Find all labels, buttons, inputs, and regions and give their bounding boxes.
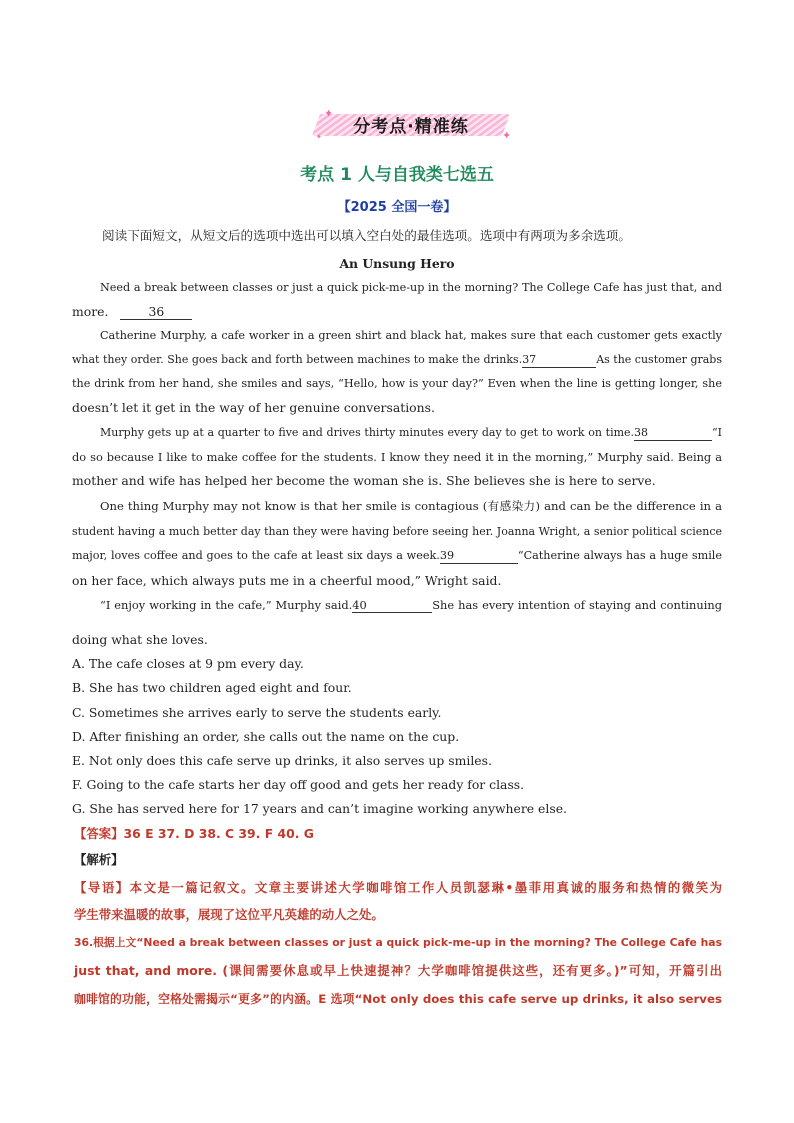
- passage-title: An Unsung Hero: [339, 256, 455, 271]
- passage-line: do so because I like to make coffee for the students. I know they need it in the morning,” Murphy said. Being a: [72, 450, 722, 464]
- passage-text: “Catherine always has a huge smile: [517, 549, 723, 562]
- option-item: E. Not only does this cafe serve up drinks, it also serves up smiles.: [72, 753, 492, 768]
- passage-text: She has every intention of staying and continuing: [432, 598, 722, 612]
- instruction-text: 阅读下面短文，从短文后的选项中选出可以填入空白处的最佳选项。选项中有两项为多余选项。: [102, 228, 631, 243]
- passage-line: [100, 597, 722, 613]
- option-item: F. Going to the cafe starts her day off good and gets her ready for class.: [72, 777, 525, 792]
- passage-text: Murphy gets up at a quarter to five and drives thirty minutes every day to get to work on time.: [100, 426, 635, 439]
- banner-title: 分考点·精准练: [353, 117, 469, 137]
- passage-line: doing what she loves.: [72, 632, 208, 647]
- analysis-label: 【解析】: [74, 852, 124, 867]
- answer-blank[interactable]: 38: [634, 426, 712, 441]
- exam-tag: 【2025 全国一卷】: [337, 200, 457, 215]
- passage-line: the drink from her hand, she smiles and says, “Hello, how is your day?” Even when the line is getting longer, she: [72, 377, 722, 390]
- section-title: 考点 1 人与自我类七选五: [300, 165, 494, 185]
- answer-blank[interactable]: 37: [522, 353, 596, 368]
- passage-text: As the customer grabs: [596, 353, 722, 366]
- section-banner: [316, 108, 512, 142]
- passage-text: what they order. She goes back and forth between machines to make the drinks.: [72, 353, 523, 366]
- passage-text: more.: [72, 304, 109, 319]
- explanation-text: 36.根据上文“Need a break between classes or just a quick pick-me-up in the morning? The College Cafe has: [74, 936, 722, 949]
- sparkle-icon: ✦: [316, 133, 322, 141]
- passage-line: on her face, which always puts me in a cheerful mood,” Wright said.: [72, 573, 502, 588]
- explanation-text: 咖啡馆的功能，空格处需揭示“更多”的内涵。E 选项“Not only does this cafe serve up drinks, it also serves: [74, 992, 722, 1006]
- answer-blank[interactable]: 40: [352, 598, 432, 613]
- passage-line: [72, 352, 722, 368]
- option-item: G. She has served here for 17 years and can’t imagine working anywhere else.: [72, 801, 567, 816]
- passage-text: major, loves coffee and goes to the cafe at least six days a week.: [72, 549, 440, 562]
- sparkle-icon: ✦: [502, 129, 512, 142]
- passage-line: Need a break between classes or just a quick pick-me-up in the morning? The College Cafe has just that, and: [100, 281, 722, 294]
- passage-line: Catherine Murphy, a cafe worker in a green shirt and black hat, makes sure that each customer gets exactly: [100, 329, 722, 342]
- option-item: B. She has two children aged eight and four.: [72, 680, 352, 695]
- passage-line: [72, 548, 722, 564]
- passage-text: “I: [712, 426, 722, 439]
- passage-text: “I enjoy working in the cafe,” Murphy said.: [100, 598, 353, 612]
- option-item: C. Sometimes she arrives early to serve the students early.: [72, 705, 442, 720]
- sparkle-icon: ✦: [324, 107, 334, 120]
- passage-line: mother and wife has helped her become the woman she is. She believes she is here to serve.: [72, 473, 656, 488]
- passage-line: student having a much better day than they were having before seeing her. Joanna Wright, a senior political science: [72, 525, 722, 538]
- passage-line: One thing Murphy may not know is that her smile is contagious (有感染力) and can be the difference in a: [100, 499, 722, 513]
- passage-line: [100, 425, 722, 441]
- explanation-text: just that, and more. (课间需要休息或早上快速提神？大学咖啡馆提供这些，还有更多。)”可知，开篇引出: [74, 963, 722, 978]
- guide-text: 学生带来温暖的故事，展现了这位平凡英雄的动人之处。: [74, 907, 384, 922]
- guide-text: 【导语】本文是一篇记叙文。文章主要讲述大学咖啡馆工作人员凯瑟琳•墨菲用真诚的服务和热情的微笑为: [74, 880, 722, 895]
- answer-blank[interactable]: 36: [120, 305, 192, 320]
- answer-key: 【答案】36 E 37. D 38. C 39. F 40. G: [74, 826, 314, 841]
- answer-blank[interactable]: 39: [440, 549, 518, 564]
- passage-line: doesn’t let it get in the way of her genuine conversations.: [72, 400, 435, 415]
- option-item: A. The cafe closes at 9 pm every day.: [72, 656, 304, 671]
- option-item: D. After finishing an order, she calls out the name on the cup.: [72, 729, 460, 744]
- passage-line: [72, 304, 722, 320]
